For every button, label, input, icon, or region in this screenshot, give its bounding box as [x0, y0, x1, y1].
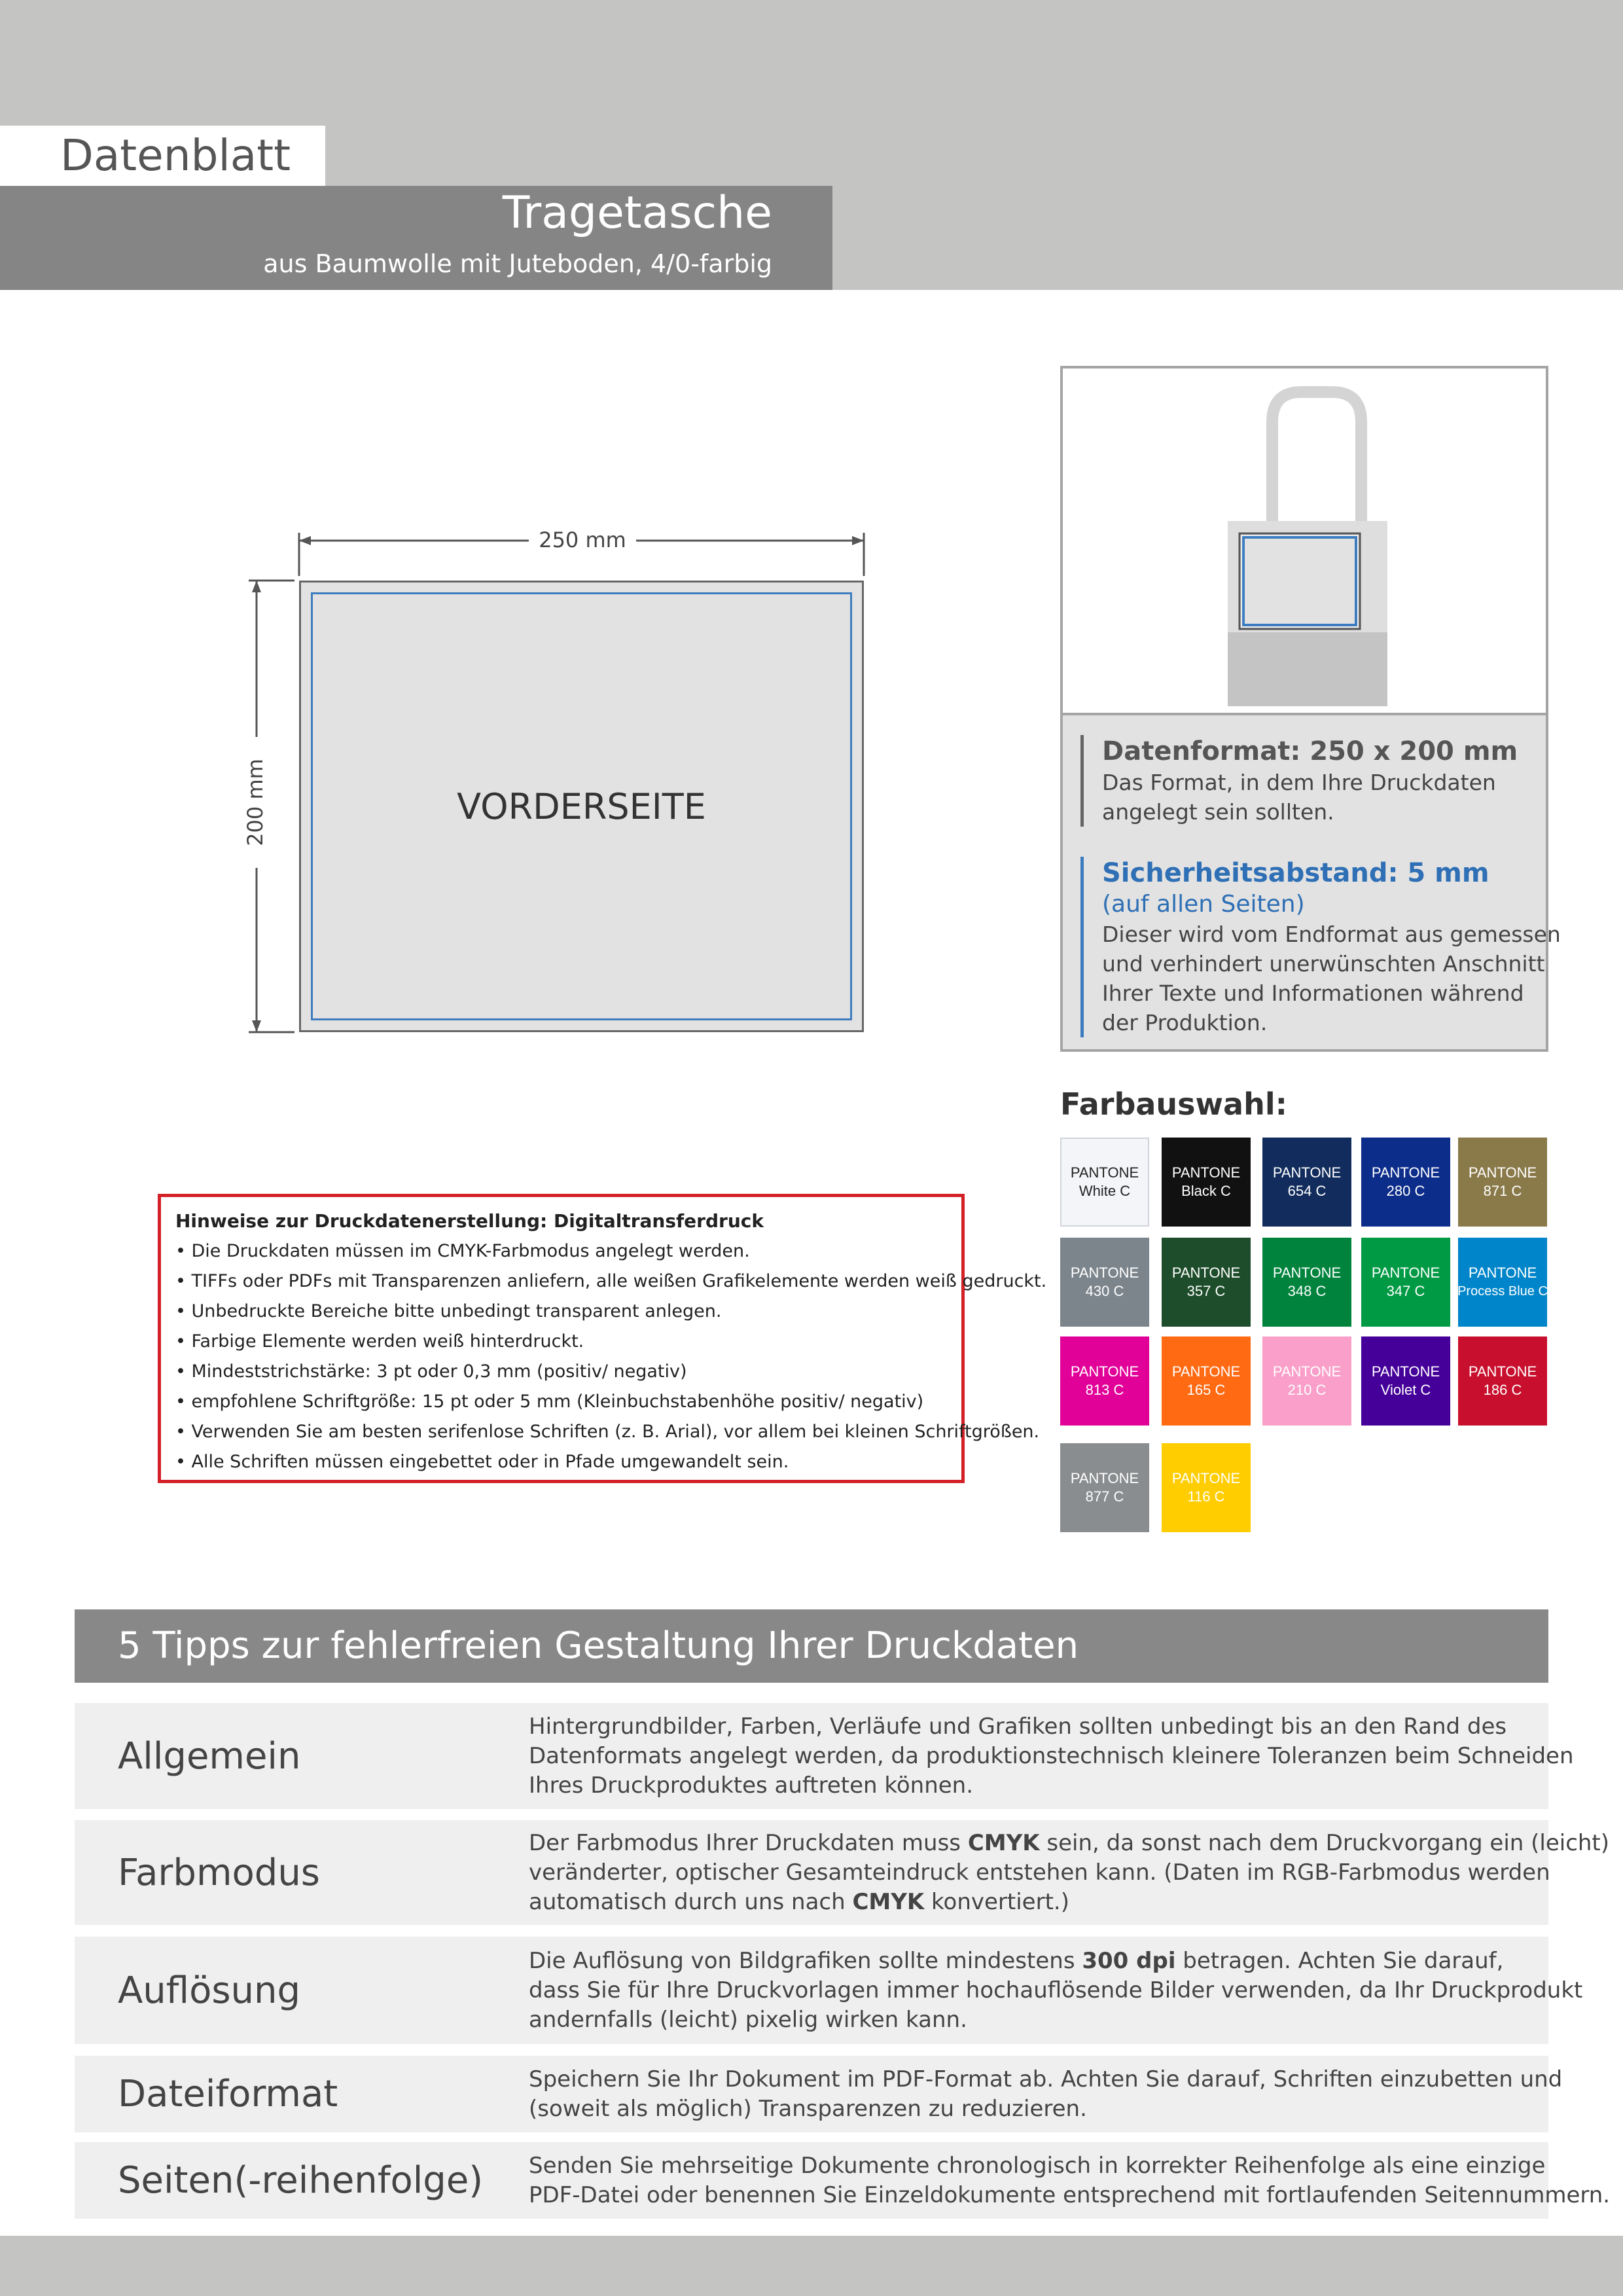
- swatch-brand: PANTONE: [1468, 1265, 1537, 1281]
- tip-description: [529, 1703, 1574, 1809]
- swatch-color-name: Black C: [1181, 1183, 1231, 1199]
- swatch-color-name: 116 C: [1187, 1488, 1225, 1505]
- page-title: Tragetasche: [502, 187, 772, 239]
- swatch-brand: PANTONE: [1070, 1164, 1139, 1181]
- safety-line: und verhindert unerwünschten Anschnitt: [1102, 951, 1545, 977]
- safety-subheading: (auf allen Seiten): [1102, 891, 1305, 918]
- color-swatch: [1458, 1138, 1547, 1227]
- tip-row: [75, 1820, 1610, 1925]
- tip-row: [75, 2142, 1611, 2219]
- swatch-brand: PANTONE: [1272, 1164, 1342, 1181]
- swatch-brand: PANTONE: [1371, 1164, 1440, 1181]
- tip-title: Allgemein: [118, 1734, 301, 1778]
- height-dimension-label: 200 mm: [243, 737, 268, 868]
- tip-description: [529, 2142, 1610, 2219]
- swatch-brand: PANTONE: [1371, 1265, 1440, 1281]
- notes-item: • Die Druckdaten müssen im CMYK-Farbmodus angelegt werden.: [175, 1241, 750, 1261]
- safety-line: Ihrer Texte und Informationen während: [1102, 980, 1524, 1006]
- safety-line: der Produktion.: [1102, 1010, 1268, 1035]
- swatch-brand: PANTONE: [1468, 1363, 1537, 1380]
- tote-bag-icon: [1063, 368, 1546, 713]
- notes-item: • Mindeststrichstärke: 3 pt oder 0,3 mm (positiv/ negativ): [175, 1361, 687, 1382]
- color-swatch: [1162, 1138, 1251, 1227]
- info-panel: [1060, 366, 1561, 1052]
- safety-heading: Sicherheitsabstand: 5 mm: [1102, 858, 1489, 888]
- color-swatch: [1458, 1336, 1547, 1426]
- swatch-color-name: 347 C: [1386, 1283, 1425, 1299]
- tip-line: veränderter, optischer Gesamteindruck entstehen kann. (Daten im RGB-Farbmodus werden: [529, 1859, 1550, 1886]
- tip-description: [529, 1820, 1609, 1925]
- tip-title: Auflösung: [118, 1969, 301, 2012]
- color-swatch: [1262, 1238, 1351, 1327]
- safety-line: Dieser wird vom Endformat aus gemessen: [1102, 922, 1561, 947]
- front-side-label: VORDERSEITE: [457, 785, 706, 827]
- tip-line: Die Auflösung von Bildgrafiken sollte mindestens 300 dpi betragen. Achten Sie darauf,: [529, 1947, 1504, 1974]
- tip-line: Speichern Sie Ihr Dokument im PDF-Format ab. Achten Sie darauf, Schriften einzubetten und: [529, 2066, 1563, 2092]
- swatch-color-name: 877 C: [1085, 1488, 1124, 1505]
- color-swatch: [1262, 1138, 1351, 1227]
- swatch-color-name: White C: [1079, 1183, 1131, 1199]
- swatch-color-name: 871 C: [1483, 1183, 1522, 1199]
- tip-line: automatisch durch uns nach CMYK konvertiert.): [529, 1888, 1069, 1915]
- swatch-color-name: 357 C: [1186, 1283, 1226, 1299]
- tip-description: [529, 2056, 1562, 2132]
- document-type-label: Datenblatt: [0, 126, 325, 186]
- swatch-color-name: 186 C: [1483, 1382, 1522, 1398]
- format-line: angelegt sein sollten.: [1102, 799, 1334, 825]
- swatch-color-name: 813 C: [1085, 1382, 1124, 1398]
- tip-title: Dateiformat: [118, 2073, 338, 2115]
- tip-line: PDF-Datei oder benennen Sie Einzeldokumente entsprechend mit fortlaufenden Seitennummern.: [529, 2181, 1611, 2208]
- width-dimension-label: 250 mm: [529, 528, 636, 552]
- notes-item: • TIFFs oder PDFs mit Transparenzen anliefern, alle weißen Grafikelemente werden weiß gedruckt.: [175, 1271, 1047, 1291]
- swatch-color-name: 430 C: [1085, 1283, 1124, 1299]
- color-swatch: [1361, 1138, 1450, 1227]
- color-swatch: [1060, 1238, 1149, 1327]
- tip-line: Ihres Druckproduktes auftreten können.: [529, 1772, 974, 1799]
- safety-info-block: [1080, 857, 1561, 1037]
- tip-line: Senden Sie mehrseitige Dokumente chronologisch in korrekter Reihenfolge als eine einzige: [529, 2152, 1546, 2179]
- notes-title: Hinweise zur Druckdatenerstellung: Digitaltransferdruck: [175, 1210, 764, 1232]
- swatch-color-name: 165 C: [1186, 1382, 1226, 1398]
- format-line: Das Format, in dem Ihre Druckdaten: [1102, 770, 1496, 795]
- color-swatch: [1262, 1336, 1351, 1426]
- notes-item: • empfohlene Schriftgröße: 15 pt oder 5 mm (Kleinbuchstabenhöhe positiv/ negativ): [175, 1391, 924, 1412]
- swatch-color-name: Violet C: [1380, 1382, 1431, 1398]
- swatch-brand: PANTONE: [1272, 1363, 1342, 1380]
- swatch-brand: PANTONE: [1070, 1470, 1139, 1486]
- color-swatch: [1060, 1138, 1149, 1227]
- swatch-color-name: 654 C: [1287, 1183, 1327, 1199]
- swatch-brand: PANTONE: [1070, 1265, 1139, 1281]
- tip-line: dass Sie für Ihre Druckvorlagen immer hochauflösende Bilder verwenden, da Ihr Druckprodukt: [529, 1977, 1583, 2003]
- print-area: [299, 581, 864, 1032]
- tip-line: Datenformats angelegt werden, da produktionstechnisch kleinere Toleranzen beim Schneiden: [529, 1742, 1574, 1769]
- format-info: [1063, 713, 1561, 1049]
- tip-description: [529, 1937, 1582, 2044]
- tip-row: [75, 1937, 1583, 2044]
- swatch-brand: PANTONE: [1371, 1363, 1440, 1380]
- color-swatch: [1361, 1238, 1450, 1327]
- color-swatch: [1060, 1336, 1149, 1426]
- notes-item: • Alle Schriften müssen eingebettet oder in Pfade umgewandelt sein.: [175, 1452, 789, 1472]
- tip-line: Hintergrundbilder, Farben, Verläufe und Grafiken sollten unbedingt bis an den Rand des: [529, 1713, 1507, 1740]
- page-subtitle: aus Baumwolle mit Juteboden, 4/0-farbig: [263, 249, 772, 278]
- swatch-brand: PANTONE: [1272, 1265, 1342, 1281]
- color-swatch: [1162, 1336, 1251, 1426]
- swatch-color-name: 280 C: [1386, 1183, 1425, 1199]
- notes-item: • Unbedruckte Bereiche bitte unbedingt transparent anlegen.: [175, 1301, 722, 1321]
- color-swatch: [1060, 1443, 1149, 1532]
- swatch-brand: PANTONE: [1171, 1265, 1241, 1281]
- tip-row: [75, 1703, 1574, 1809]
- tip-title: Farbmodus: [118, 1851, 320, 1894]
- tip-row: [75, 2056, 1563, 2132]
- bag-preview: [1063, 368, 1546, 713]
- swatch-color-name: Process Blue C: [1457, 1284, 1548, 1299]
- swatch-color-name: 210 C: [1287, 1382, 1327, 1398]
- swatch-brand: PANTONE: [1171, 1470, 1241, 1486]
- swatch-brand: PANTONE: [1171, 1164, 1241, 1181]
- tip-title: Seiten(-reihenfolge): [118, 2159, 484, 2202]
- color-swatch: [1458, 1238, 1547, 1327]
- swatch-brand: PANTONE: [1070, 1363, 1139, 1380]
- color-selection-title: Farbauswahl:: [1060, 1086, 1287, 1122]
- tip-line: andernfalls (leicht) pixelig wirken kann.: [529, 2006, 967, 2033]
- notes-item: • Farbige Elemente werden weiß hinterdruckt.: [175, 1331, 584, 1352]
- footer-band: [0, 2236, 1623, 2296]
- tip-line: Der Farbmodus Ihrer Druckdaten muss CMYK sein, da sonst nach dem Druckvorgang ein (leicht): [529, 1829, 1610, 1856]
- color-swatch: [1162, 1238, 1251, 1327]
- tip-line: (soweit als möglich) Transparenzen zu reduzieren.: [529, 2095, 1087, 2122]
- notes-item: • Verwenden Sie am besten serifenlose Schriften (z. B. Arial), vor allem bei kleinen Schriftgrößen.: [175, 1422, 1040, 1442]
- print-notes-box: [158, 1194, 1047, 1483]
- swatch-color-name: 348 C: [1287, 1283, 1327, 1299]
- color-swatch: [1162, 1443, 1251, 1532]
- tips-section-title: 5 Tipps zur fehlerfreien Gestaltung Ihrer Druckdaten: [75, 1609, 1548, 1683]
- color-swatch: [1361, 1336, 1450, 1426]
- format-info-block: [1080, 735, 1518, 827]
- format-heading: Datenformat: 250 x 200 mm: [1102, 736, 1518, 766]
- swatch-brand: PANTONE: [1171, 1363, 1241, 1380]
- swatch-brand: PANTONE: [1468, 1164, 1537, 1181]
